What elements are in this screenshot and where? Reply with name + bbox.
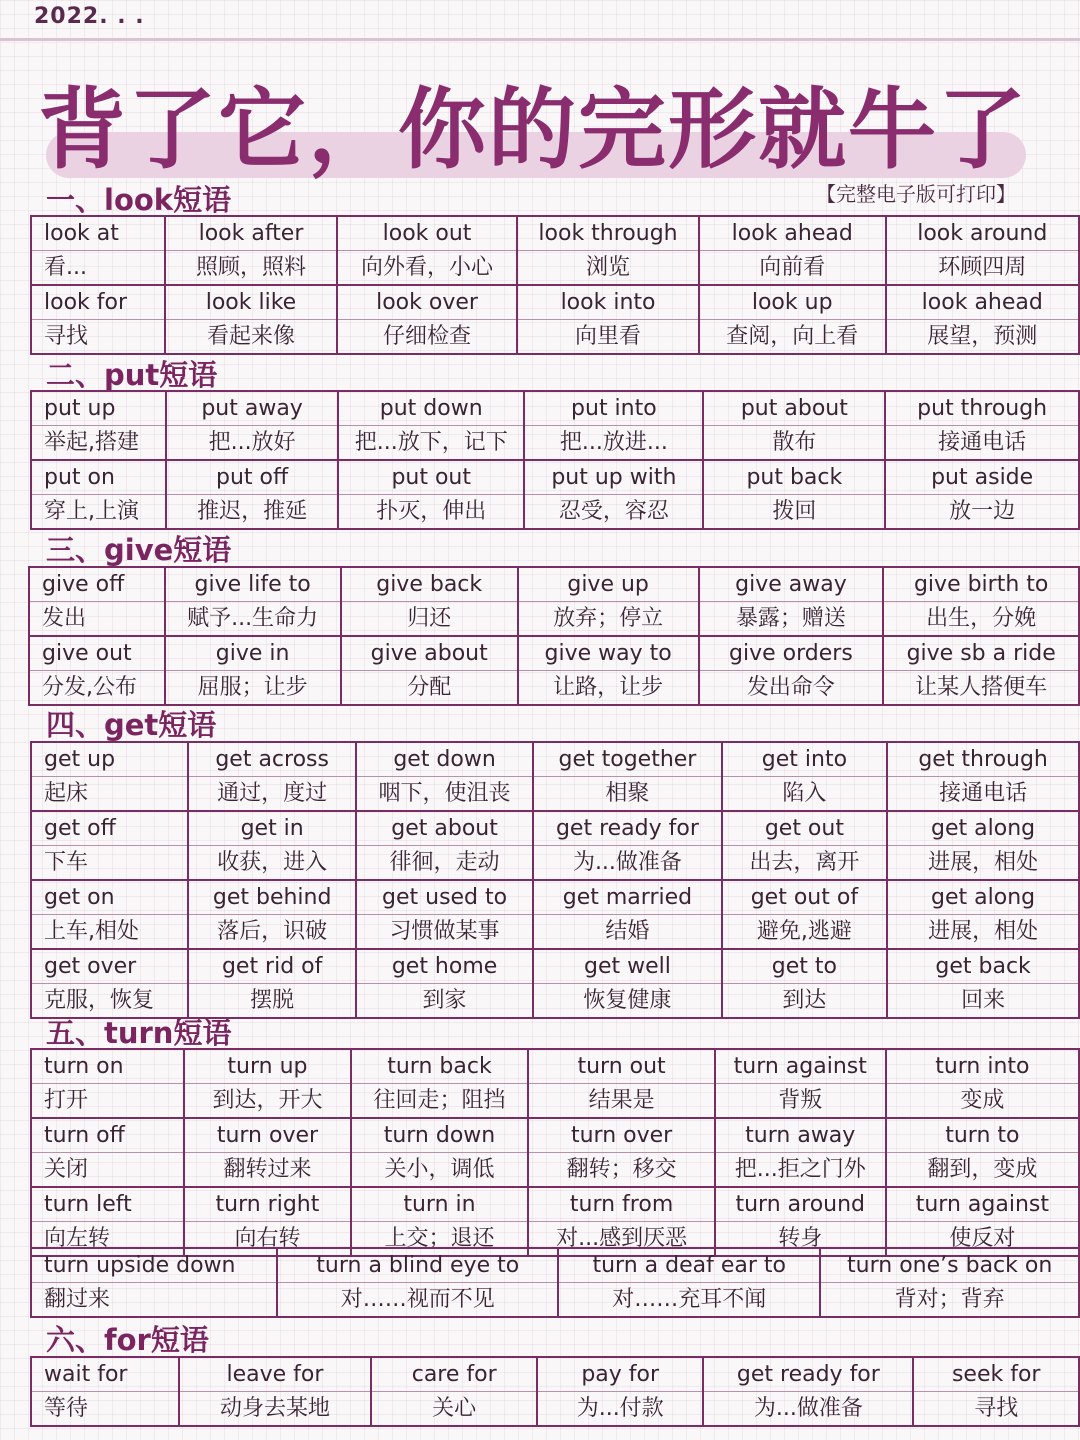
phrase-table (30, 741, 1080, 1019)
phrase-cell: put on (31, 460, 166, 495)
meaning-cell: 推迟，推延 (166, 495, 338, 530)
meaning-cell: 忍受，容忍 (524, 495, 703, 530)
phrase-cell: get over (31, 949, 188, 984)
phrase-cell: get ready for (703, 1357, 913, 1392)
phrase-cell: get through (887, 742, 1079, 777)
meaning-cell: 上交；退还 (351, 1222, 529, 1257)
phrase-cell: give orders (699, 636, 884, 671)
meaning-cell: 咽下，使沮丧 (356, 777, 533, 812)
meaning-cell: 仔细检查 (337, 320, 517, 355)
phrase-cell: get off (31, 811, 188, 846)
phrase-cell: get across (188, 742, 355, 777)
meaning-cell: 发出 (29, 602, 165, 637)
phrase-cell: turn right (184, 1187, 350, 1222)
phrase-row (31, 285, 1079, 320)
phrase-cell: put through (885, 391, 1079, 426)
meaning-cell: 关小，调低 (351, 1153, 529, 1188)
phrase-cell: turn around (715, 1187, 886, 1222)
meaning-cell: 照顾，照料 (165, 251, 337, 286)
phrase-row (29, 636, 1079, 671)
phrase-cell: give about (341, 636, 518, 671)
meaning-row (31, 495, 1079, 530)
meaning-cell: 翻转过来 (184, 1153, 350, 1188)
phrase-row (31, 811, 1079, 846)
phrase-row (31, 391, 1079, 426)
meaning-cell: 回来 (887, 984, 1079, 1019)
meaning-cell: 背对；背弃 (820, 1283, 1079, 1318)
meaning-cell: 分发,公布 (29, 671, 165, 706)
meaning-cell: 为...做准备 (703, 1392, 913, 1427)
meaning-row (29, 671, 1079, 706)
phrase-cell: put back (703, 460, 885, 495)
phrase-cell: turn against (886, 1187, 1079, 1222)
meaning-cell: 浏览 (517, 251, 699, 286)
phrase-table-wide (30, 1247, 1080, 1318)
meaning-cell: 背叛 (715, 1084, 886, 1119)
meaning-cell: 展望，预测 (886, 320, 1079, 355)
phrase-cell: look like (165, 285, 337, 320)
meaning-cell: 避免,逃避 (722, 915, 888, 950)
phrase-table (30, 215, 1080, 355)
phrase-row (31, 1049, 1079, 1084)
phrase-cell: get used to (356, 880, 533, 915)
phrase-cell: care for (371, 1357, 537, 1392)
phrase-cell: turn a deaf ear to (558, 1248, 820, 1283)
meaning-cell: 赋予...生命力 (165, 602, 341, 637)
meaning-row (31, 251, 1079, 286)
phrase-cell: turn one’s back on (820, 1248, 1079, 1283)
phrase-cell: turn up (184, 1049, 350, 1084)
phrase-cell: give way to (518, 636, 699, 671)
meaning-cell: 对...感到厌恶 (528, 1222, 714, 1257)
meaning-cell: 让某人搭便车 (883, 671, 1079, 706)
phrase-cell: give back (341, 567, 518, 602)
phrase-row (29, 567, 1079, 602)
phrase-cell: turn in (351, 1187, 529, 1222)
phrase-cell: turn into (886, 1049, 1079, 1084)
meaning-cell: 收获，进入 (188, 846, 355, 881)
meaning-cell: 徘徊，走动 (356, 846, 533, 881)
meaning-cell: 归还 (341, 602, 518, 637)
date-stamp: 2022. . . (34, 4, 145, 29)
meaning-cell: 暴露；赠送 (699, 602, 884, 637)
meaning-cell: 向里看 (517, 320, 699, 355)
meaning-row (31, 1392, 1079, 1427)
phrase-cell: get to (722, 949, 888, 984)
meaning-row (31, 846, 1079, 881)
phrase-cell: look up (699, 285, 886, 320)
title-block (38, 64, 1038, 184)
phrase-row (31, 949, 1079, 984)
phrase-cell: put about (703, 391, 885, 426)
phrase-cell: put down (338, 391, 524, 426)
phrase-cell: look ahead (699, 216, 886, 251)
meaning-cell: 把...放好 (166, 426, 338, 461)
section-title: 五、turn短语 (46, 1016, 232, 1050)
meaning-cell: 出去，离开 (722, 846, 888, 881)
phrase-cell: get back (887, 949, 1079, 984)
phrase-cell: get down (356, 742, 533, 777)
meaning-cell: 向外看，小心 (337, 251, 517, 286)
meaning-cell: 习惯做某事 (356, 915, 533, 950)
meaning-cell: 让路，让步 (518, 671, 699, 706)
meaning-cell: 把...放进... (524, 426, 703, 461)
meaning-cell: 把...放下，记下 (338, 426, 524, 461)
phrase-cell: leave for (179, 1357, 372, 1392)
meaning-cell: 向右转 (184, 1222, 350, 1257)
phrase-cell: get on (31, 880, 188, 915)
phrase-cell: put into (524, 391, 703, 426)
section-title: 六、for短语 (46, 1323, 209, 1357)
meaning-cell: 相聚 (533, 777, 721, 812)
phrase-cell: look ahead (886, 285, 1079, 320)
phrase-cell: pay for (537, 1357, 703, 1392)
meaning-cell: 下车 (31, 846, 188, 881)
phrase-cell: look through (517, 216, 699, 251)
meaning-cell: 克服，恢复 (31, 984, 188, 1019)
phrase-cell: turn over (184, 1118, 350, 1153)
phrase-cell: turn back (351, 1049, 529, 1084)
phrase-cell: turn left (31, 1187, 184, 1222)
phrase-cell: get ready for (533, 811, 721, 846)
phrase-cell: look over (337, 285, 517, 320)
meaning-cell: 接通电话 (887, 777, 1079, 812)
phrase-cell: turn down (351, 1118, 529, 1153)
section-title: 一、look短语 (46, 183, 232, 217)
phrase-cell: put up (31, 391, 166, 426)
phrase-cell: wait for (31, 1357, 179, 1392)
meaning-cell: 起床 (31, 777, 188, 812)
phrase-row (31, 460, 1079, 495)
phrase-cell: give away (699, 567, 884, 602)
meaning-cell: 为...付款 (537, 1392, 703, 1427)
meaning-cell: 变成 (886, 1084, 1079, 1119)
meaning-cell: 屈服；让步 (165, 671, 341, 706)
meaning-cell: 结婚 (533, 915, 721, 950)
meaning-cell: 看起来像 (165, 320, 337, 355)
meaning-cell: 等待 (31, 1392, 179, 1427)
meaning-row (31, 777, 1079, 812)
phrase-cell: turn on (31, 1049, 184, 1084)
phrase-row (31, 216, 1079, 251)
meaning-cell: 恢复健康 (533, 984, 721, 1019)
meaning-cell: 出生，分娩 (883, 602, 1079, 637)
phrase-cell: get in (188, 811, 355, 846)
meaning-cell: 翻转；移交 (528, 1153, 714, 1188)
meaning-cell: 动身去某地 (179, 1392, 372, 1427)
phrase-cell: get along (887, 880, 1079, 915)
phrase-row (31, 1248, 1079, 1283)
phrase-cell: look into (517, 285, 699, 320)
meaning-cell: 关闭 (31, 1153, 184, 1188)
meaning-cell: 拨回 (703, 495, 885, 530)
meaning-row (31, 1153, 1079, 1188)
phrase-cell: give birth to (883, 567, 1079, 602)
phrase-cell: look for (31, 285, 165, 320)
phrase-cell: turn upside down (31, 1248, 277, 1283)
meaning-cell: 看... (31, 251, 165, 286)
meaning-cell: 翻到，变成 (886, 1153, 1079, 1188)
meaning-cell: 进展，相处 (887, 915, 1079, 950)
meaning-cell: 对……视而不见 (277, 1283, 558, 1318)
phrase-row (31, 880, 1079, 915)
phrase-cell: turn off (31, 1118, 184, 1153)
section-title: 二、put短语 (46, 358, 218, 392)
phrase-cell: turn out (528, 1049, 714, 1084)
meaning-cell: 放弃；停立 (518, 602, 699, 637)
meaning-cell: 发出命令 (699, 671, 884, 706)
phrase-cell: get up (31, 742, 188, 777)
phrase-cell: give in (165, 636, 341, 671)
phrase-cell: put up with (524, 460, 703, 495)
meaning-row (29, 602, 1079, 637)
phrase-cell: get out of (722, 880, 888, 915)
phrase-cell: turn from (528, 1187, 714, 1222)
phrase-row (31, 1357, 1079, 1392)
page-title: 背了它，你的完形就牛了 (38, 78, 1029, 181)
meaning-cell: 举起,搭建 (31, 426, 166, 461)
phrase-cell: get home (356, 949, 533, 984)
phrase-cell: get together (533, 742, 721, 777)
meaning-cell: 扑灭，伸出 (338, 495, 524, 530)
phrase-cell: get well (533, 949, 721, 984)
phrase-row (31, 742, 1079, 777)
phrase-cell: look around (886, 216, 1079, 251)
meaning-cell: 进展，相处 (887, 846, 1079, 881)
meaning-cell: 向左转 (31, 1222, 184, 1257)
header-divider (0, 38, 1080, 41)
meaning-cell: 到家 (356, 984, 533, 1019)
meaning-cell: 环顾四周 (886, 251, 1079, 286)
meaning-row (31, 320, 1079, 355)
meaning-cell: 放一边 (885, 495, 1079, 530)
phrase-cell: give off (29, 567, 165, 602)
phrase-cell: look out (337, 216, 517, 251)
phrase-cell: put aside (885, 460, 1079, 495)
meaning-cell: 摆脱 (188, 984, 355, 1019)
meaning-cell: 关心 (371, 1392, 537, 1427)
phrase-cell: get about (356, 811, 533, 846)
meaning-cell: 上车,相处 (31, 915, 188, 950)
meaning-cell: 到达 (722, 984, 888, 1019)
meaning-row (31, 915, 1079, 950)
meaning-cell: 对……充耳不闻 (558, 1283, 820, 1318)
meaning-cell: 分配 (341, 671, 518, 706)
meaning-cell: 转身 (715, 1222, 886, 1257)
phrase-cell: turn over (528, 1118, 714, 1153)
phrase-cell: give out (29, 636, 165, 671)
phrase-cell: get behind (188, 880, 355, 915)
meaning-cell: 落后，识破 (188, 915, 355, 950)
meaning-cell: 使反对 (886, 1222, 1079, 1257)
meaning-cell: 陷入 (722, 777, 888, 812)
meaning-row (31, 1283, 1079, 1318)
meaning-row (31, 1084, 1079, 1119)
phrase-cell: put off (166, 460, 338, 495)
meaning-cell: 散布 (703, 426, 885, 461)
phrase-cell: get married (533, 880, 721, 915)
phrase-cell: turn to (886, 1118, 1079, 1153)
phrase-cell: look after (165, 216, 337, 251)
phrase-cell: put out (338, 460, 524, 495)
meaning-cell: 往回走；阻挡 (351, 1084, 529, 1119)
meaning-cell: 向前看 (699, 251, 886, 286)
print-note: 【完整电子版可打印】 (816, 182, 1016, 206)
meaning-cell: 打开 (31, 1084, 184, 1119)
phrase-cell: give sb a ride (883, 636, 1079, 671)
meaning-cell: 通过，度过 (188, 777, 355, 812)
meaning-cell: 翻过来 (31, 1283, 277, 1318)
phrase-cell: seek for (913, 1357, 1079, 1392)
phrase-cell: get out (722, 811, 888, 846)
meaning-cell: 接通电话 (885, 426, 1079, 461)
meaning-cell: 穿上,上演 (31, 495, 166, 530)
phrase-cell: turn a blind eye to (277, 1248, 558, 1283)
phrase-row (31, 1187, 1079, 1222)
section-title: 四、get短语 (46, 708, 217, 742)
phrase-table (30, 1356, 1080, 1427)
section-title: 三、give短语 (46, 533, 232, 567)
phrase-cell: put away (166, 391, 338, 426)
phrase-cell: look at (31, 216, 165, 251)
phrase-table (28, 566, 1080, 706)
phrase-cell: give life to (165, 567, 341, 602)
meaning-cell: 寻找 (31, 320, 165, 355)
phrase-cell: turn against (715, 1049, 886, 1084)
phrase-cell: get into (722, 742, 888, 777)
phrase-cell: get along (887, 811, 1079, 846)
meaning-cell: 为...做准备 (533, 846, 721, 881)
phrase-table (30, 390, 1080, 530)
meaning-row (31, 426, 1079, 461)
meaning-cell: 查阅，向上看 (699, 320, 886, 355)
phrase-table (30, 1048, 1080, 1257)
phrase-cell: get rid of (188, 949, 355, 984)
meaning-cell: 寻找 (913, 1392, 1079, 1427)
meaning-cell: 结果是 (528, 1084, 714, 1119)
phrase-row (31, 1118, 1079, 1153)
meaning-cell: 到达，开大 (184, 1084, 350, 1119)
meaning-cell: 把...拒之门外 (715, 1153, 886, 1188)
phrase-cell: give up (518, 567, 699, 602)
phrase-cell: turn away (715, 1118, 886, 1153)
